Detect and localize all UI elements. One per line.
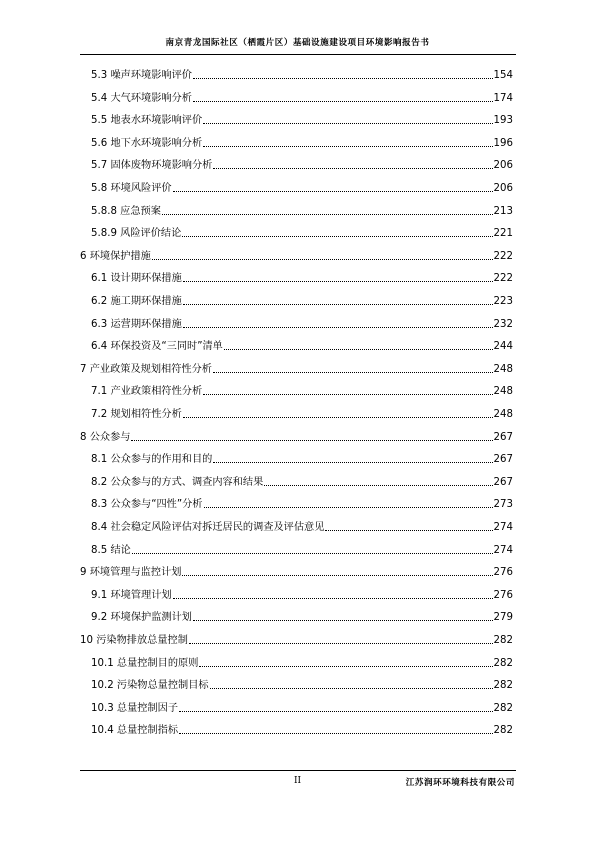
toc-entry-page: 248 — [493, 386, 513, 398]
toc-entry-label: 10 污染物排放总量控制 — [80, 635, 188, 646]
toc-entry[interactable] — [91, 68, 513, 82]
toc-entry-page: 154 — [493, 70, 513, 81]
company-name: 江苏润环环境科技有限公司 — [405, 778, 515, 788]
toc-leader-dots — [264, 485, 492, 486]
toc-entry-label: 10.2 污染物总量控制目标 — [91, 680, 209, 692]
toc-entry[interactable] — [80, 362, 513, 376]
toc-leader-dots — [183, 281, 493, 282]
toc-entry-page: 274 — [493, 544, 513, 556]
toc-entry-page: 222 — [493, 250, 513, 262]
toc-entry-label: 9.2 环境保护监测计划 — [91, 612, 192, 624]
toc-entry-page: 282 — [493, 680, 513, 692]
footer-divider — [80, 770, 516, 771]
toc-entry-page: 276 — [493, 589, 513, 601]
toc-leader-dots — [173, 191, 493, 192]
toc-entry-page: 248 — [493, 409, 513, 420]
toc-entry-page: 223 — [493, 296, 513, 307]
toc-entry-label: 5.6 地下水环境影响分析 — [91, 137, 203, 149]
toc-entry[interactable] — [91, 136, 513, 150]
toc-leader-dots — [183, 327, 493, 328]
toc-entry-label: 10.1 总量控制目的原则 — [91, 657, 199, 669]
toc-entry[interactable] — [91, 226, 513, 240]
header-divider — [80, 54, 516, 55]
toc-leader-dots — [193, 101, 493, 102]
toc-entry-label: 5.5 地表水环境影响评价 — [91, 115, 203, 127]
toc-entry[interactable] — [91, 294, 513, 308]
toc-leader-dots — [325, 530, 492, 531]
toc-entry-label: 6.3 运营期环保措施 — [91, 318, 182, 330]
toc-entry-label: 9.1 环境管理计划 — [91, 589, 172, 601]
toc-leader-dots — [189, 643, 493, 644]
toc-entry[interactable] — [91, 475, 513, 489]
toc-leader-dots — [224, 349, 493, 350]
toc-entry-label: 5.7 固体废物环境影响分析 — [91, 160, 213, 172]
toc-entry-page: 196 — [493, 137, 513, 149]
toc-entry-page: 282 — [493, 657, 513, 669]
toc-leader-dots — [204, 507, 493, 508]
toc-entry[interactable] — [80, 633, 513, 647]
toc-entry-label: 8.5 结论 — [91, 544, 131, 556]
toc-entry[interactable] — [91, 723, 513, 737]
toc-entry-label: 9 环境管理与监控计划 — [80, 567, 182, 579]
toc-leader-dots — [183, 417, 493, 418]
toc-entry-page: 274 — [493, 522, 513, 533]
toc-entry[interactable] — [80, 565, 513, 579]
toc-entry[interactable] — [80, 249, 513, 263]
toc-entry-page: 267 — [493, 431, 513, 443]
toc-entry[interactable] — [91, 181, 513, 195]
toc-leader-dots — [183, 304, 493, 305]
toc-entry-label: 8.4 社会稳定风险评估对拆迁居民的调查及评估意见 — [91, 522, 325, 533]
toc-leader-dots — [199, 666, 492, 667]
toc-entry-page: 221 — [493, 228, 513, 240]
toc-entry[interactable] — [91, 656, 513, 670]
toc-entry[interactable] — [91, 204, 513, 218]
toc-entry-page: 206 — [493, 183, 513, 194]
toc-entry-page: 222 — [493, 273, 513, 285]
toc-leader-dots — [131, 440, 492, 441]
toc-entry[interactable] — [91, 543, 513, 557]
toc-leader-dots — [182, 236, 492, 237]
toc-leader-dots — [162, 214, 493, 215]
toc-entry-label: 7.2 规划相符性分析 — [91, 409, 182, 420]
toc-entry[interactable] — [91, 610, 513, 624]
toc-entry-label: 5.8 环境风险评价 — [91, 183, 172, 194]
toc-entry[interactable] — [91, 158, 513, 172]
toc-leader-dots — [203, 146, 492, 147]
toc-entry-label: 6 环境保护措施 — [80, 250, 151, 262]
toc-leader-dots — [193, 620, 493, 621]
toc-entry-page: 282 — [493, 725, 513, 737]
toc-entry-page: 174 — [493, 92, 513, 104]
toc-entry-label: 5.3 噪声环境影响评价 — [91, 70, 192, 81]
toc-entry[interactable] — [91, 701, 513, 715]
page-number: II — [294, 776, 302, 786]
toc-entry[interactable] — [91, 452, 513, 466]
toc-entry-page: 282 — [493, 702, 513, 714]
toc-entry[interactable] — [91, 317, 513, 331]
toc-entry-page: 282 — [493, 635, 513, 646]
toc-entry[interactable] — [91, 384, 513, 398]
toc-entry[interactable] — [91, 588, 513, 602]
toc-entry-label: 5.4 大气环境影响分析 — [91, 92, 192, 104]
toc-entry[interactable] — [91, 113, 513, 127]
toc-leader-dots — [182, 575, 492, 576]
toc-leader-dots — [213, 168, 492, 169]
toc-entry-label: 8.3 公众参与“四性”分析 — [91, 499, 203, 511]
toc-entry-label: 7.1 产业政策相符性分析 — [91, 386, 203, 398]
toc-entry[interactable] — [91, 497, 513, 511]
toc-entry-label: 6.4 环保投资及“三同时”清单 — [91, 341, 223, 353]
toc-entry[interactable] — [91, 678, 513, 692]
toc-entry-label: 10.4 总量控制指标 — [91, 725, 179, 737]
document-header: 南京青龙国际社区（栖霞片区）基础设施建设项目环境影响报告书 — [165, 38, 430, 48]
toc-entry[interactable] — [91, 407, 513, 421]
toc-entry-page: 213 — [493, 205, 513, 217]
toc-entry[interactable] — [91, 520, 513, 534]
toc-leader-dots — [173, 598, 493, 599]
toc-entry-page: 248 — [493, 363, 513, 375]
toc-entry-label: 6.2 施工期环保措施 — [91, 296, 182, 307]
toc-entry-label: 8.1 公众参与的作用和目的 — [91, 454, 213, 466]
toc-leader-dots — [210, 688, 493, 689]
toc-leader-dots — [213, 462, 492, 463]
toc-entry-page: 244 — [493, 341, 513, 353]
toc-entry[interactable] — [91, 271, 513, 285]
toc-entry-label: 7 产业政策及规划相符性分析 — [80, 363, 212, 375]
toc-entry-label: 5.8.8 应急预案 — [91, 205, 161, 217]
toc-leader-dots — [213, 372, 493, 373]
toc-entry-label: 8 公众参与 — [80, 431, 131, 443]
toc-leader-dots — [152, 259, 493, 260]
toc-entry-label: 8.2 公众参与的方式、调查内容和结果 — [91, 476, 264, 488]
toc-entry[interactable] — [80, 430, 513, 444]
toc-leader-dots — [193, 78, 493, 79]
toc-entry-page: 193 — [493, 115, 513, 127]
toc-entry-page: 279 — [493, 612, 513, 624]
toc-leader-dots — [132, 553, 493, 554]
toc-leader-dots — [203, 123, 492, 124]
toc-entry[interactable] — [91, 91, 513, 105]
toc-entry-page: 206 — [493, 160, 513, 172]
toc-entry[interactable] — [91, 339, 513, 353]
toc-entry-page: 273 — [493, 499, 513, 511]
toc-leader-dots — [203, 394, 492, 395]
toc-entry-page: 267 — [493, 476, 513, 488]
toc-leader-dots — [179, 711, 493, 712]
toc-entry-page: 232 — [493, 318, 513, 330]
toc-entry-label: 6.1 设计期环保措施 — [91, 273, 182, 285]
toc-entry-page: 267 — [493, 454, 513, 466]
toc-entry-page: 276 — [493, 567, 513, 579]
toc-entry-label: 10.3 总量控制因子 — [91, 702, 179, 714]
toc-entry-label: 5.8.9 风险评价结论 — [91, 228, 182, 240]
toc-leader-dots — [179, 733, 493, 734]
